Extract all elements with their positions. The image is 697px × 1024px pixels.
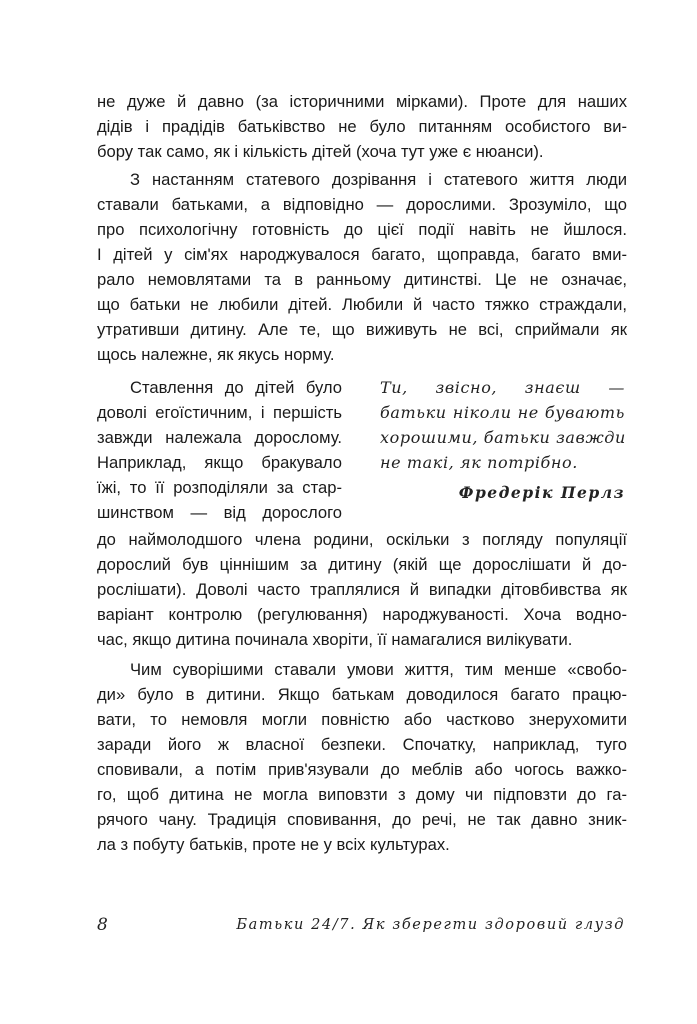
text-line: не дуже й давно (за історичними мірками). Проте для наших: [97, 92, 627, 111]
text-line: час, якщо дитина починала хворіти, її намагалися вилікувати.: [97, 630, 573, 649]
quote-line: хорошими, батьки завжди: [380, 428, 626, 447]
text-line: дорослий був ціннішим за дитину (якій ще дорослішати й до-: [97, 555, 627, 574]
text-line: варіант контролю (регулювання) народжуваності. Хоча водно-: [97, 605, 627, 624]
text-line: їжі, то її розподіляли за стар-: [97, 478, 342, 497]
text-line: шинством — від дорослого: [97, 503, 342, 522]
text-line: завжди належала дорослому.: [97, 428, 342, 447]
quote-line: не такі, як потрібно.: [380, 453, 578, 472]
text-line: го, щоб дитина не могла виповзти з дому чи підповзти до га-: [97, 785, 627, 804]
text-line: Чим суворішими ставали умови життя, тим менше «свобо-: [130, 660, 627, 679]
text-line: про психологічну готовність до цієї події навіть не йшлося.: [97, 220, 627, 239]
text-line: З настанням статевого дозрівання і статевого життя люди: [130, 170, 627, 189]
text-line: сповивали, а потім прив'язували до меблів або чогось важко-: [97, 760, 627, 779]
text-line: бору так само, як і кількість дітей (хоча тут уже є нюанси).: [97, 142, 544, 161]
text-line: до наймолодшого члена родини, оскільки з погляду популяції: [97, 530, 627, 549]
text-line: заради його ж власної безпеки. Спочатку, наприклад, туго: [97, 735, 627, 754]
quote-line: Ти, звісно, знаєш —: [380, 378, 625, 397]
text-line: рячого чану. Традиція сповивання, до речі, не так давно зник-: [97, 810, 627, 829]
text-line: що батьки не любили дітей. Любили й часто тяжко страждали,: [97, 295, 627, 314]
text-line: Наприклад, якщо бракувало: [97, 453, 342, 472]
text-line: утративши дитину. Але те, що виживуть не всі, сприймали як: [97, 320, 627, 339]
text-line: рослішати). Доволі часто траплялися й випадки дітовбивства як: [97, 580, 627, 599]
text-line: дідів і прадідів батьківство не було питанням особистого ви-: [97, 117, 627, 136]
text-line: щось належне, як якусь норму.: [97, 345, 335, 364]
text-line: вати, то немовля могли повністю або частково знерухомити: [97, 710, 627, 729]
text-line: ла з побуту батьків, проте не у всіх культурах.: [97, 835, 450, 854]
quote-line: батьки ніколи не бувають: [380, 403, 625, 422]
text-line: ставали батьками, а відповідно — дорослими. Зрозуміло, що: [97, 195, 627, 214]
text-line: доволі егоїстичним, і першість: [97, 403, 342, 422]
page-number: 8: [97, 915, 108, 935]
text-line: ди» було в дитини. Якщо батькам доводилося багато працю-: [97, 685, 627, 704]
text-line: І дітей у сім'ях народжувалося багато, щоправда, багато вми-: [97, 245, 627, 264]
text-line: Ставлення до дітей було: [130, 378, 342, 397]
quote-author: Фредерік Перлз: [458, 483, 625, 502]
text-line: рало немовлятами та в ранньому дитинстві. Це не означає,: [97, 270, 627, 289]
running-title: Батьки 24/7. Як зберегти здоровий глузд: [236, 917, 625, 933]
